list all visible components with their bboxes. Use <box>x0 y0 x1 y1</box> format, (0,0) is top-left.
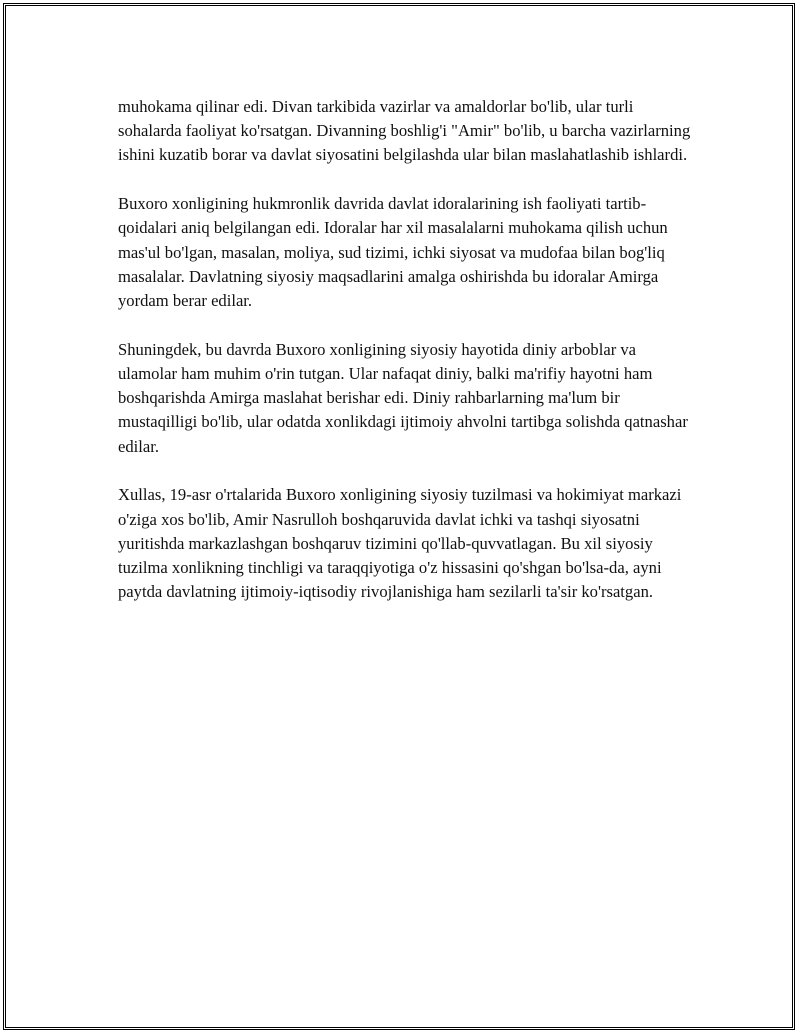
document-body <box>118 95 693 629</box>
paragraph-divan: muhokama qilinar edi. Divan tarkibida vazirlar va amaldorlar bo'lib, ular turli sohalarda faoliyat ko'rsatgan. Divanning boshlig'i "Amir" bo'lib, u barcha vazirlarning ishini kuzatib borar va davlat siyosatini belgilashda ular bilan maslahatlashib ishlardi. <box>118 97 691 165</box>
paragraph-idoralar: Buxoro xonligining hukmronlik davrida davlat idoralarining ish faoliyati tartib-qoidalari aniq belgilangan edi. Idoralar har xil masalalarni muhokama qilish uchun mas'ul bo'lgan, masalan, moliya, sud tizimi, ichki siyosat va mudofaa bilan bog'liq masalalar. Davlatning siyosiy maqsadlarini amalga oshirishda bu idoralar Amirga yordam berar edilar. <box>118 194 668 311</box>
paragraph-diniy-arboblar: Shuningdek, bu davrda Buxoro xonligining siyosiy hayotida diniy arboblar va ulamolar ham muhim o'rin tutgan. Ular nafaqat diniy, balki ma'rifiy hayotni ham boshqarishda Amirga maslahat berishar edi. Diniy rahbarlarning ma'lum bir mustaqilligi bo'lib, ular odatda xonlikdagi ijtimoiy ahvolni tartibga solishda qatnashar edilar. <box>118 339 688 456</box>
paragraph-xullas: Xullas, 19-asr o'rtalarida Buxoro xonligining siyosiy tuzilmasi va hokimiyat markazi o'ziga xos bo'lib, Amir Nasrulloh boshqaruvida davlat ichki va tashqi siyosatni yuritishda markazlashgan boshqaruv tizimini qo'llab-quvvatlagan. Bu xil siyosiy tuzilma xonlikning tinchligi va taraqqiyotiga o'z hissasini qo'shgan bo'lsa-da, ayni paytda davlatning ijtimoiy-iqtisodiy rivojlanishiga ham sezilarli ta'sir ko'rsatgan. <box>118 485 682 602</box>
page-frame <box>3 3 795 1030</box>
